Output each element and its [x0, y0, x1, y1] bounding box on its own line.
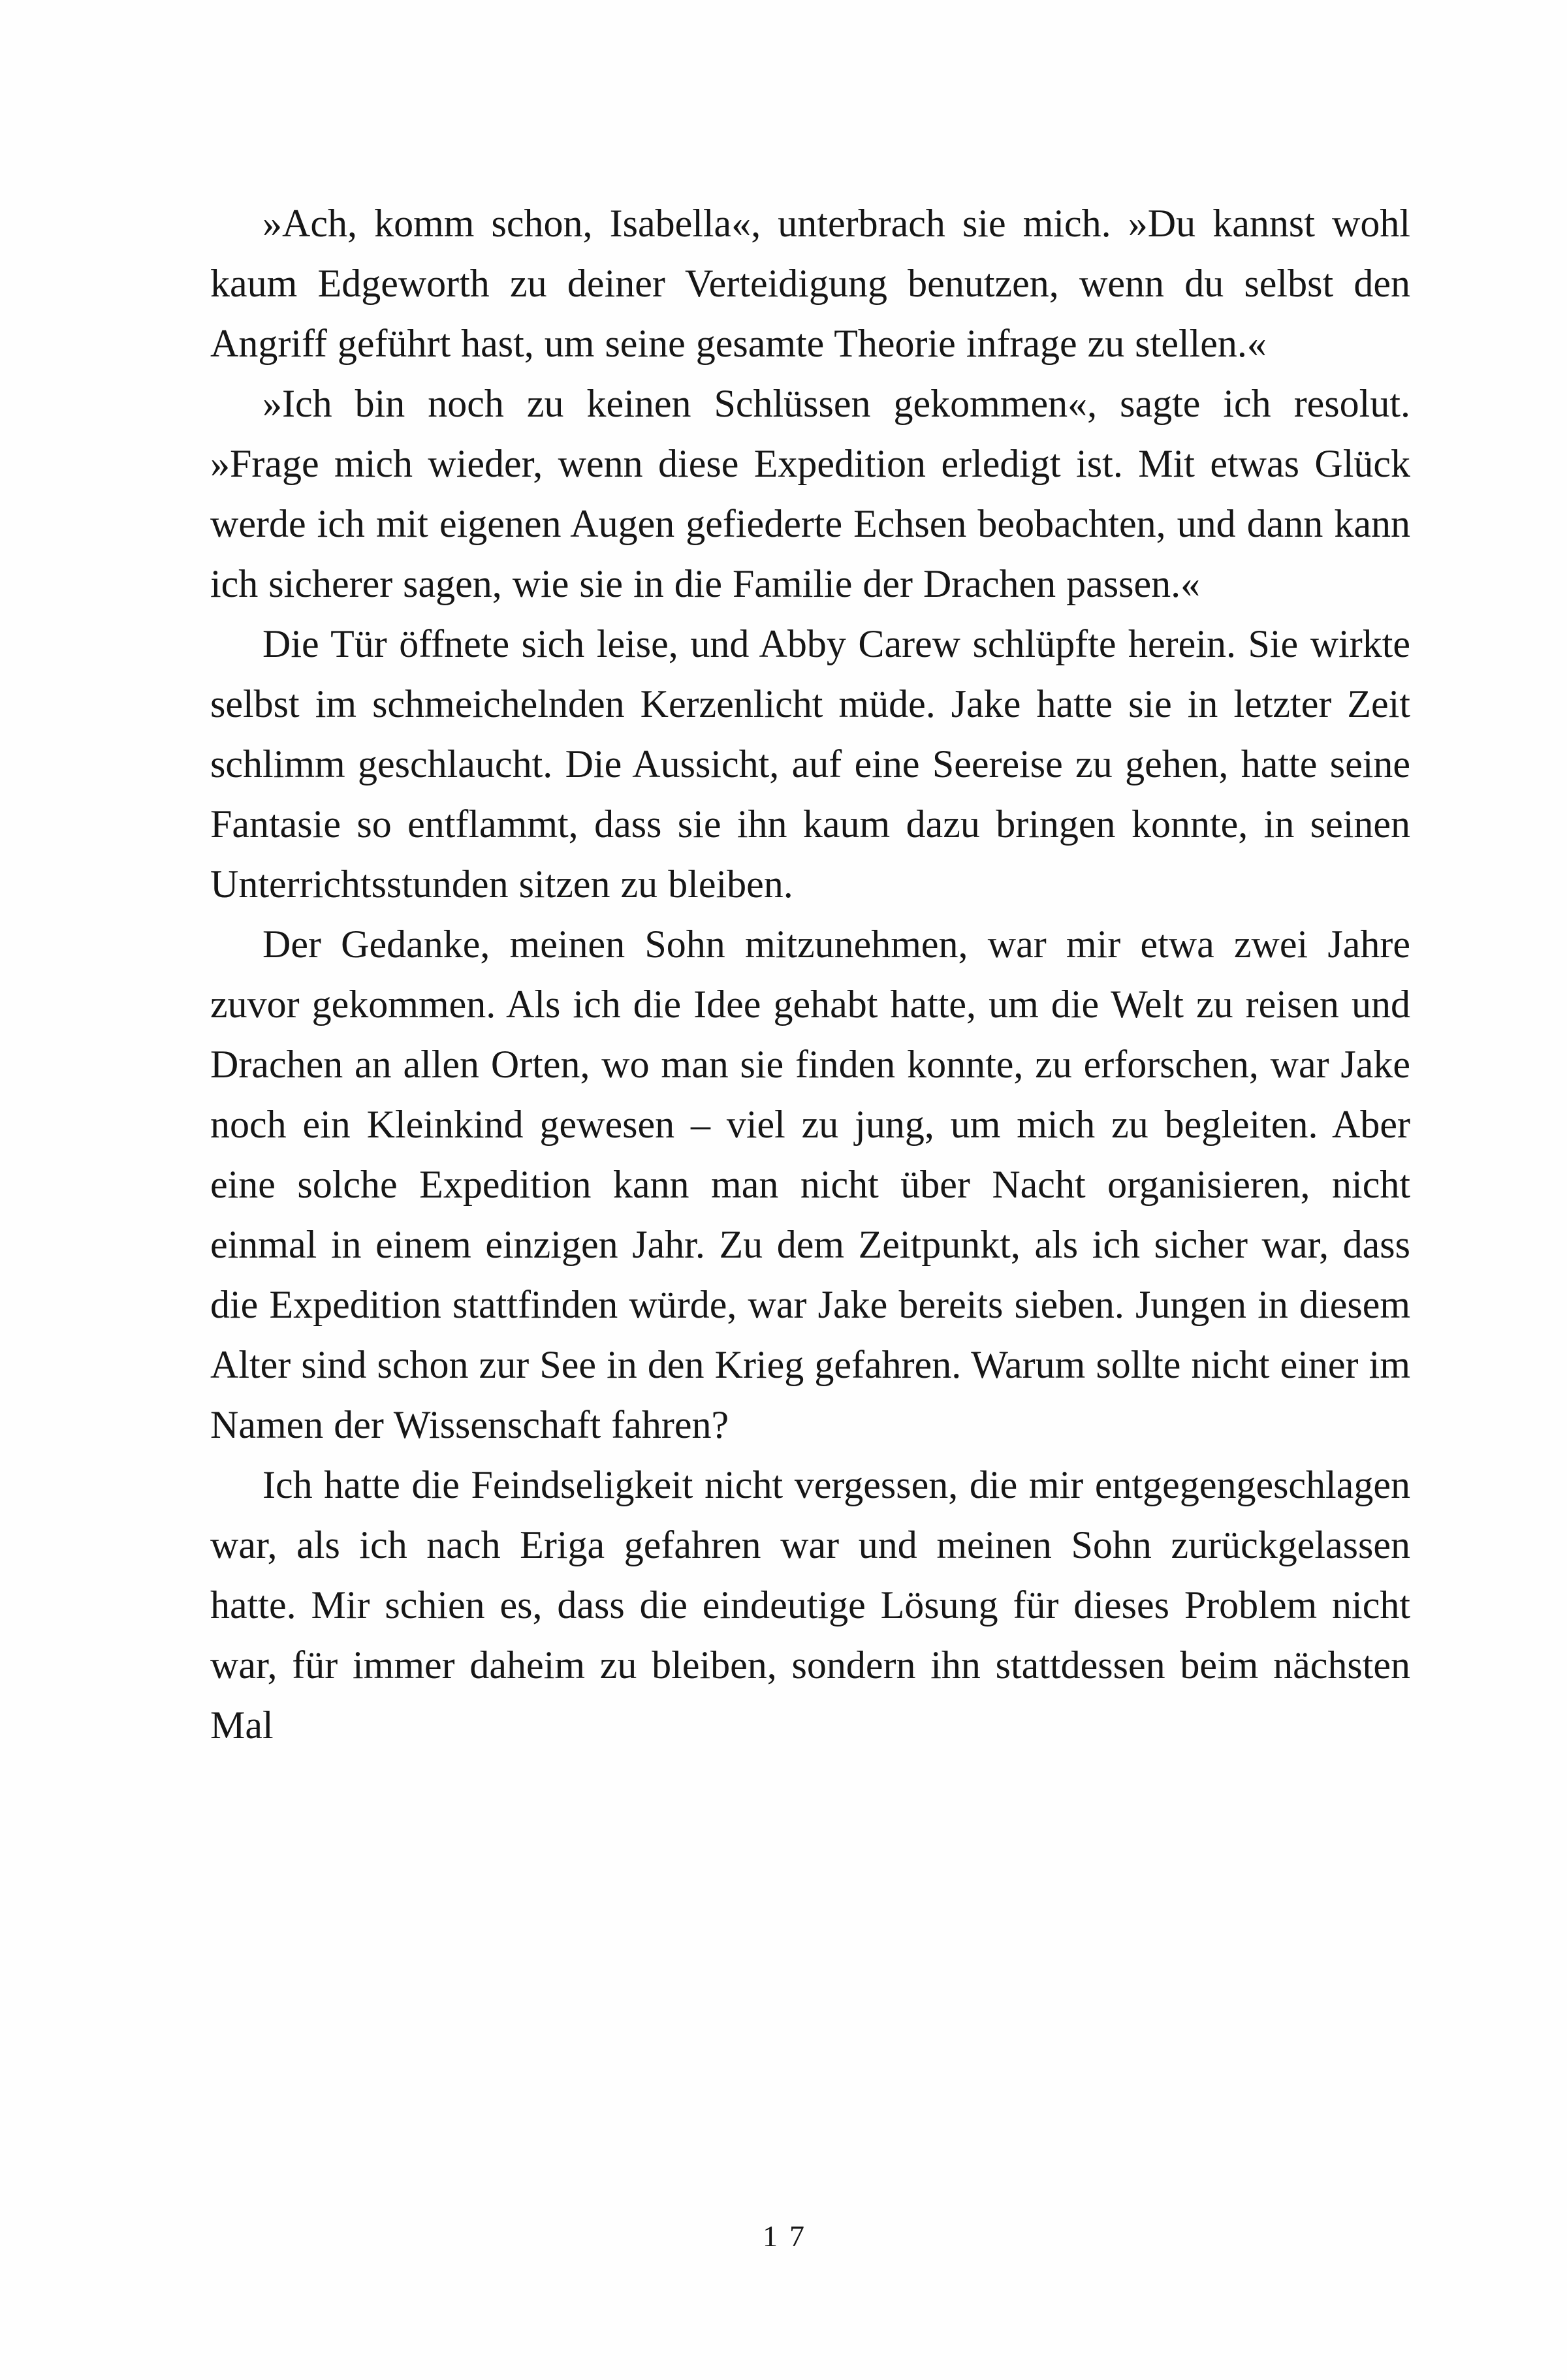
page-number: 17 — [763, 2219, 816, 2253]
page-text-block — [210, 193, 1410, 1755]
paragraph: Die Tür öffnete sich leise, und Abby Carew schlüpfte herein. Sie wirkte selbst im schmeichelnden Kerzenlicht müde. Jake hatte sie in letzter Zeit schlimm geschlaucht. Die Aussicht, auf eine Seereise zu gehen, hatte seine Fantasie so entflammt, dass sie ihn kaum dazu bringen konnte, in seinen Unterrichtsstunden sitzen zu bleiben. — [210, 622, 1410, 906]
paragraph: Ich hatte die Feindseligkeit nicht vergessen, die mir entgegengeschlagen war, als ich nach Eriga gefahren war und meinen Sohn zurückgelassen hatte. Mir schien es, dass die eindeutige Lösung für dieses Problem nicht war, für immer daheim zu bleiben, sondern ihn stattdessen beim nächsten Mal — [210, 1463, 1410, 1747]
paragraph: »Ach, komm schon, Isabella«, unterbrach sie mich. »Du kannst wohl kaum Edgeworth zu deiner Verteidigung benutzen, wenn du selbst den Angriff geführt hast, um seine gesamte Theorie infrage zu stellen.« — [210, 202, 1410, 365]
paragraph: Der Gedanke, meinen Sohn mitzunehmen, war mir etwa zwei Jahre zuvor gekommen. Als ich die Idee gehabt hatte, um die Welt zu reisen und Drachen an allen Orten, wo man sie finden konnte, zu erforschen, war Jake noch ein Kleinkind gewesen – viel zu jung, um mich zu begleiten. Aber eine solche Expedition kann man nicht über Nacht organisieren, nicht einmal in einem einzigen Jahr. Zu dem Zeitpunkt, als ich sicher war, dass die Expedition stattfinden würde, war Jake bereits sieben. Jungen in diesem Alter sind schon zur See in den Krieg gefahren. Warum sollte nicht einer im Namen der Wissenschaft fahren? — [210, 923, 1410, 1446]
paragraph: »Ich bin noch zu keinen Schlüssen gekommen«, sagte ich resolut. »Frage mich wieder, wenn diese Expedition erledigt ist. Mit etwas Glück werde ich mit eigenen Augen gefiederte Echsen beobachten, und dann kann ich sicherer sagen, wie sie in die Familie der Drachen passen.« — [210, 382, 1410, 605]
